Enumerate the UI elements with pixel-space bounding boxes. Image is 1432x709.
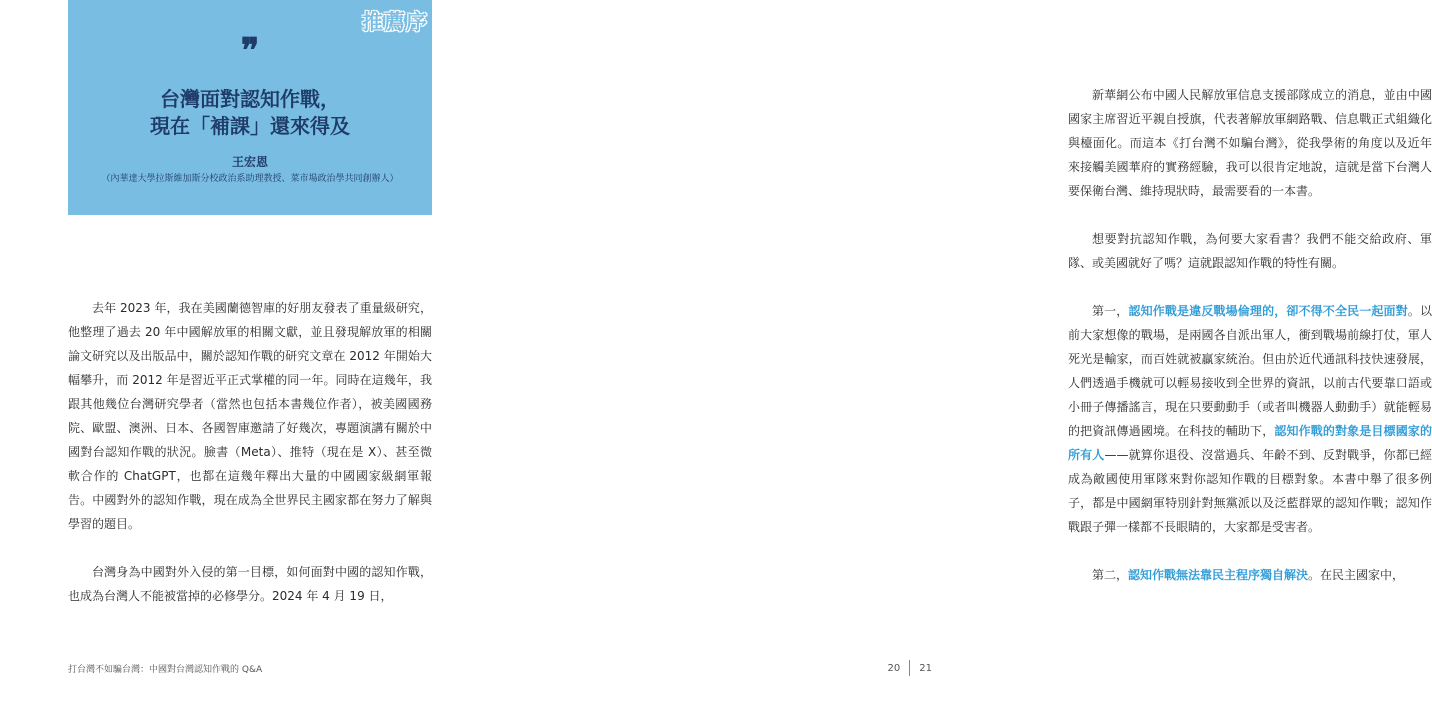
- left-page: [0, 0, 500, 709]
- left-body-text: [68, 296, 432, 608]
- paragraph: 想要對抗認知作戰，為何要大家看書？我們不能交給政府、軍隊、或美國就好了嗎？這就跟認知作戰的特性有關。: [1068, 232, 1432, 270]
- paragraph: 台灣身為中國對外入侵的第一目標，如何面對中國的認知作戰，也成為台灣人不能被當掉的必修學分。2024 年 4 月 19 日，: [68, 565, 432, 603]
- text-run: 。以前大家想像的戰場，是兩國各自派出軍人，衝到戰場前線打仗，軍人死光是輸家，而百姓就被贏家統治。但由於近代通訊科技快速發展，人們透過手機就可以輕易接收到全世界的資訊，以前古代要靠口語或小冊子傳播謠言，現在只要動動手（或者叫機器人動動手）就能輕易的把資訊傳過國境。在科技的輔助下，: [1068, 304, 1432, 438]
- paragraph: 去年 2023 年，我在美國蘭德智庫的好朋友發表了重量級研究，他整理了過去 20 年中國解放軍的相關文獻，並且發現解放軍的相關論文研究以及出版品中，關於認知作戰的研究文章在 2012 年開始大幅攀升，而 2012 年是習近平正式掌權的同一年。同時在這幾年，我跟其他幾位台灣研究學者（當然也包括本書幾位作者），被美國國務院、歐盟、澳洲、日本、各國智庫邀請了好幾次，專題演講有關於中國對台認知作戰的狀況。臉書（Meta）、推特（現在是 X）、甚至微軟合作的 ChatGPT，也都在這幾年釋出大量的中國國家級網軍報告。中國對外的認知作戰，現在成為全世界民主國家都在努力了解與學習的題目。: [68, 301, 432, 531]
- paragraph: 新華網公布中國人民解放軍信息支援部隊成立的消息，並由中國國家主席習近平親自授旗，代表著解放軍網路戰、信息戰正式組織化與檯面化。而這本《打台灣不如騙台灣》，從我學術的角度以及近年來接觸美國華府的實務經驗，我可以很肯定地說，這就是當下台灣人要保衛台灣、維持現狀時，最需要看的一本書。: [1068, 88, 1432, 198]
- text-run: ——就算你退役、沒當過兵、年齡不到、反對戰爭，你都已經成為敵國使用軍隊來對你認知作戰的目標對象。本書中舉了很多例子，都是中國網軍特別針對無黨派以及泛藍群眾的認知作戰；認知作戰跟子彈一樣都不長眼睛的，大家都是受害者。: [1068, 448, 1432, 534]
- right-page: [500, 0, 1432, 709]
- running-title: 打台灣不如騙台灣：中國對台灣認知作戰的 Q&A: [68, 665, 263, 675]
- page-number-right: 21: [919, 662, 932, 674]
- preface-title-line2: 現在「補課」還來得及: [150, 114, 350, 138]
- highlight-text: 認知作戰的對象是目標國家的所有人: [1068, 424, 1432, 462]
- page-number-divider: [909, 660, 910, 676]
- preface-title-line1: 台灣面對認知作戰，: [160, 87, 340, 111]
- text-run: 第二，: [1092, 568, 1129, 582]
- preface-author: 王宏恩: [231, 155, 268, 169]
- page-number-left: 20: [887, 662, 901, 674]
- preface-title: [68, 86, 432, 140]
- quote-mark-icon: ❞: [240, 31, 260, 71]
- preface-affiliation: （內華達大學拉斯維加斯分校政治系助理教授、菜市場政治學共同創辦人）: [101, 174, 399, 184]
- highlight-text: 認知作戰是違反戰場倫理的，卻不得不全民一起面對: [1128, 304, 1408, 318]
- text-run: 。在民主國家中，: [1308, 568, 1405, 582]
- right-body-text: [1068, 83, 1432, 587]
- text-run: 第一，: [1092, 304, 1129, 318]
- preface-tag: 推薦序: [362, 10, 428, 34]
- paragraph: [1068, 299, 1432, 539]
- preface-banner: [68, 0, 432, 215]
- page-numbers: [888, 660, 932, 676]
- highlight-text: 認知作戰無法靠民主程序獨自解決: [1128, 568, 1309, 582]
- paragraph: [1068, 563, 1432, 587]
